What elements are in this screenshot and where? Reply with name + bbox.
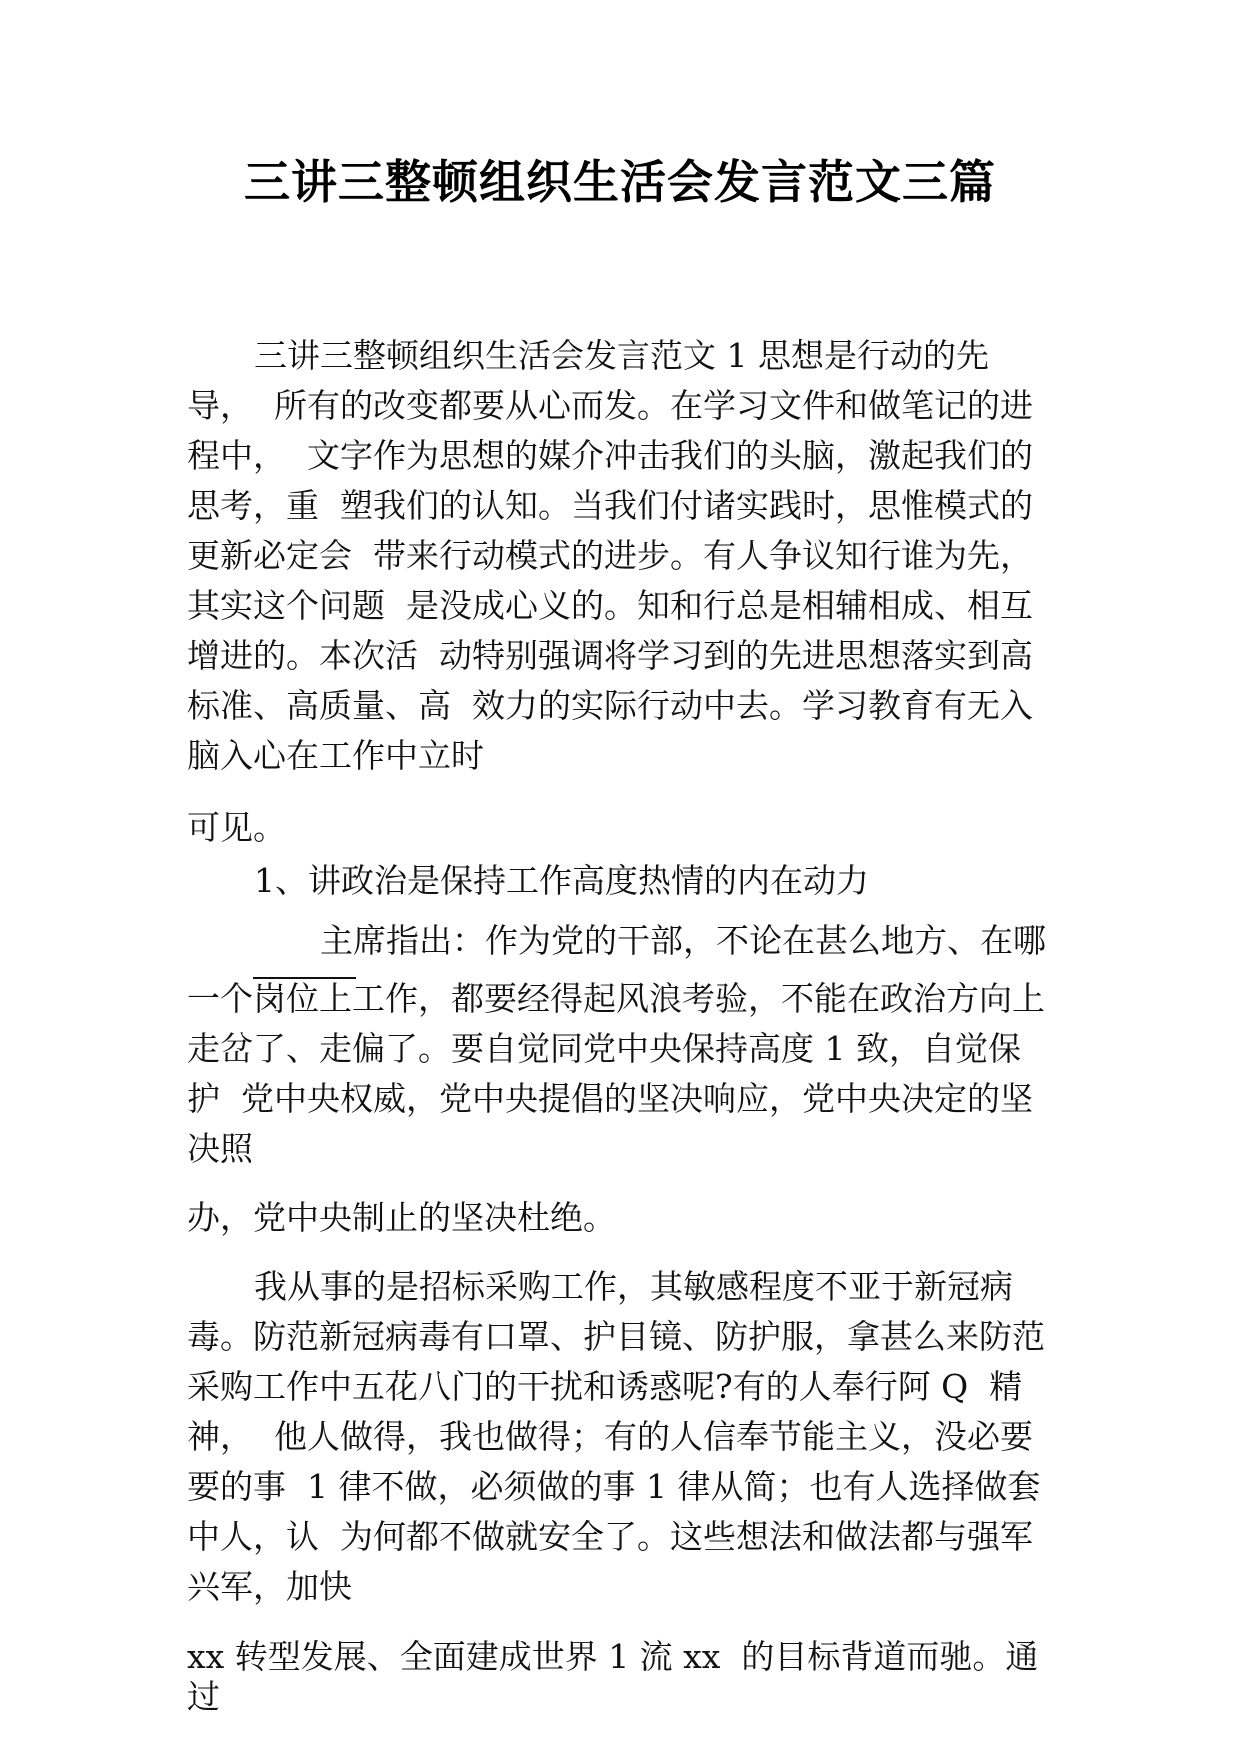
body-line: 其实这个问题 是没成心义的。知和行总是相辅相成、相互 — [187, 586, 1033, 625]
body-line: 采购工作中五花八门的干扰和诱惑呢?有的人奉行阿 Q 精 — [187, 1367, 1023, 1406]
body-line: 毒。防范新冠病毒有口罩、护目镜、防护服，拿甚么来防范 — [187, 1317, 1045, 1356]
body-line: 走岔了、走偏了。要自觉同党中央保持高度 1 致，自觉保 — [187, 1029, 1021, 1068]
body-line: 过 — [187, 1677, 220, 1716]
body-line: 护 党中央权威，党中央提倡的坚决响应，党中央决定的坚 — [187, 1079, 1033, 1118]
body-line: 程中， 文字作为思想的媒介冲击我们的头脑，激起我们的 — [187, 436, 1033, 475]
body-line: 主席指出：作为党的干部，不论在甚么地方、在哪 — [320, 921, 1046, 960]
body-line: 三讲三整顿组织生活会发言范文 1 思想是行动的先 — [254, 336, 989, 375]
body-line: 一个岗位上工作，都要经得起风浪考验，不能在政治方向上 — [187, 979, 1045, 1018]
body-line: 更新必定会 带来行动模式的进步。有人争议知行谁为先， — [187, 536, 1033, 575]
body-line: 增进的。本次活 动特别强调将学习到的先进思想落实到高 — [187, 636, 1033, 675]
body-line: 兴军，加快 — [187, 1567, 352, 1606]
body-line: 标准、高质量、高 效力的实际行动中去。学习教育有无入 — [187, 686, 1033, 725]
body-line: 脑入心在工作中立时 — [187, 736, 484, 775]
body-line: 办，党中央制止的坚决杜绝。 — [187, 1198, 616, 1237]
body-line: 决照 — [187, 1129, 253, 1168]
document-title: 三讲三整顿组织生活会发言范文三篇 — [244, 155, 996, 209]
body-line: xx 转型发展、全面建成世界 1 流 xx 的目标背道而驰。通 — [187, 1637, 1039, 1676]
body-line: 中人，认 为何都不做就安全了。这些想法和做法都与强军 — [187, 1517, 1033, 1556]
body-line: 要的事 1 律不做，必须做的事 1 律从简；也有人选择做套 — [187, 1467, 1041, 1506]
section-heading: 1、讲政治是保持工作高度热情的内在动力 — [254, 861, 869, 900]
body-line: 我从事的是招标采购工作，其敏感程度不亚于新冠病 — [254, 1267, 1013, 1306]
body-line: 思考，重 塑我们的认知。当我们付诸实践时，思惟模式的 — [187, 486, 1033, 525]
body-line: 神， 他人做得，我也做得；有的人信奉节能主义，没必要 — [187, 1417, 1033, 1456]
body-line: 可见。 — [187, 808, 286, 847]
body-line: 导， 所有的改变都要从心而发。在学习文件和做笔记的进 — [187, 386, 1033, 425]
